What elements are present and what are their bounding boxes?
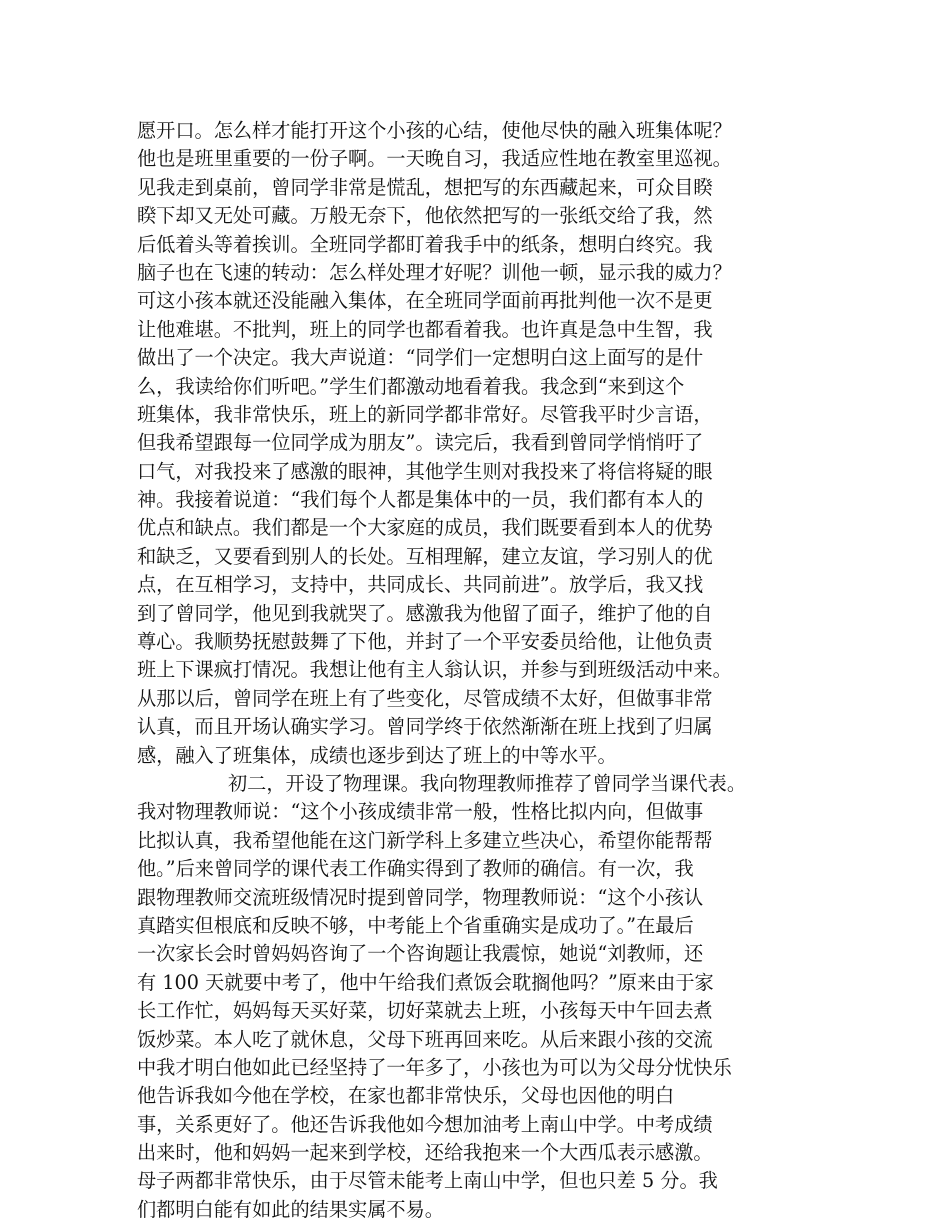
text-line: 愿开口。怎么样才能打开这个小孩的心结，使他尽快的融入班集体呢？ — [137, 119, 732, 142]
text-line: 饭炒菜。本人吃了就休息，父母下班再回来吃。从后来跟小孩的交流 — [137, 1027, 713, 1051]
text-line: 跟物理教师交流班级情况时提到曾同学，物理教师说：“这个小孩认 — [137, 885, 704, 909]
text-line: 神。我接着说道：“我们每个人都是集体中的一员，我们都有本人的 — [137, 488, 704, 512]
text-line: 母子两都非常快乐，由于尽管未能考上南山中学，但也只差 5 分。我 — [137, 1169, 718, 1193]
text-line: 可这小孩本就还没能融入集体，在全班同学面前再批判他一次不是更 — [137, 289, 713, 313]
text-line: 我对物理教师说：“这个小孩成绩非常一般，性格比拟内向，但做事 — [137, 800, 704, 824]
text-line: 班上下课疯打情况。我想让他有主人翁认识，并参与到班级活动中来。 — [137, 658, 732, 682]
text-line: 出来时，他和妈妈一起来到学校，还给我抱来一个大西瓜表示感激。 — [137, 1141, 713, 1165]
paragraph-start-line: 初二，开设了物理课。我向物理教师推荐了曾同学当课代表。 — [228, 771, 747, 795]
text-line: 真踏实但根底和反映不够，中考能上个省重确实是成功了。”在最后 — [137, 913, 694, 937]
text-line: 睽下却又无处可藏。万般无奈下，他依然把写的一张纸交给了我，然 — [137, 204, 713, 228]
text-line: 事，关系更好了。他还告诉我他如今想加油考上南山中学。中考成绩 — [137, 1112, 713, 1136]
text-line: 他。”后来曾同学的课代表工作确实得到了教师的确信。有一次，我 — [137, 857, 694, 881]
body-text — [137, 117, 827, 1224]
text-line: 么，我读给你们听吧。”学生们都激动地看着我。我念到“来到这个 — [137, 374, 685, 398]
text-line: 口气，对我投来了感激的眼神，其他学生则对我投来了将信将疑的眼 — [137, 459, 713, 483]
text-line: 优点和缺点。我们都是一个大家庭的成员，我们既要看到本人的优势 — [137, 516, 713, 540]
text-line: 长工作忙，妈妈每天买好菜，切好菜就去上班，小孩每天中午回去煮 — [137, 999, 713, 1023]
text-line: 脑子也在飞速的转动：怎么样处理才好呢？训他一顿，显示我的威力？ — [137, 260, 732, 284]
text-line: 但我希望跟每一位同学成为朋友”。读完后，我看到曾同学悄悄吁了 — [137, 431, 704, 455]
text-line: 们都明白能有如此的结果实属不易。 — [137, 1197, 444, 1221]
text-line: 尊心。我顺势抚慰鼓舞了下他，并封了一个平安委员给他，让他负责 — [137, 630, 713, 654]
text-line: 让他难堪。不批判，班上的同学也都看着我。也许真是急中生智，我 — [137, 317, 713, 341]
text-line: 和缺乏，又要看到别人的长处。互相理解，建立友谊，学习别人的优 — [137, 544, 713, 568]
text-line: 见我走到桌前，曾同学非常是慌乱，想把写的东西藏起来，可众目睽 — [137, 175, 713, 199]
text-line: 感，融入了班集体，成绩也逐步到达了班上的中等水平。 — [137, 743, 617, 767]
text-line: 后低着头等着挨训。全班同学都盯着我手中的纸条，想明白终究。我 — [137, 232, 713, 256]
text-line: 中我才明白他如此已经坚持了一年多了，小孩也为可以为父母分忧快乐 — [137, 1055, 732, 1079]
text-line: 点，在互相学习，支持中，共同成长、共同前进”。放学后，我又找 — [137, 573, 704, 597]
text-line: 他告诉我如今他在学校，在家也都非常快乐，父母也因他的明白 — [137, 1084, 675, 1108]
text-line: 认真，而且开场认确实学习。曾同学终于依然渐渐在班上找到了归属 — [137, 715, 713, 739]
text-line: 到了曾同学，他见到我就哭了。感激我为他留了面子，维护了他的自 — [137, 601, 713, 625]
text-line: 从那以后，曾同学在班上有了些变化，尽管成绩不太好，但做事非常 — [137, 686, 713, 710]
text-line: 班集体，我非常快乐，班上的新同学都非常好。尽管我平时少言语， — [137, 402, 713, 426]
text-line: 有 100 天就要中考了，他中午给我们煮饭会耽搁他吗？”原来由于家 — [137, 970, 714, 994]
text-line: 做出了一个决定。我大声说道：“同学们一定想明白这上面写的是什 — [137, 346, 704, 370]
text-line: 他也是班里重要的一份子啊。一天晚自习，我适应性地在教室里巡视。 — [137, 147, 732, 171]
text-line: 一次家长会时曾妈妈咨询了一个咨询题让我震惊，她说“刘教师，还 — [137, 942, 704, 966]
text-line: 比拟认真，我希望他能在这门新学科上多建立些决心，希望你能帮帮 — [137, 828, 713, 852]
